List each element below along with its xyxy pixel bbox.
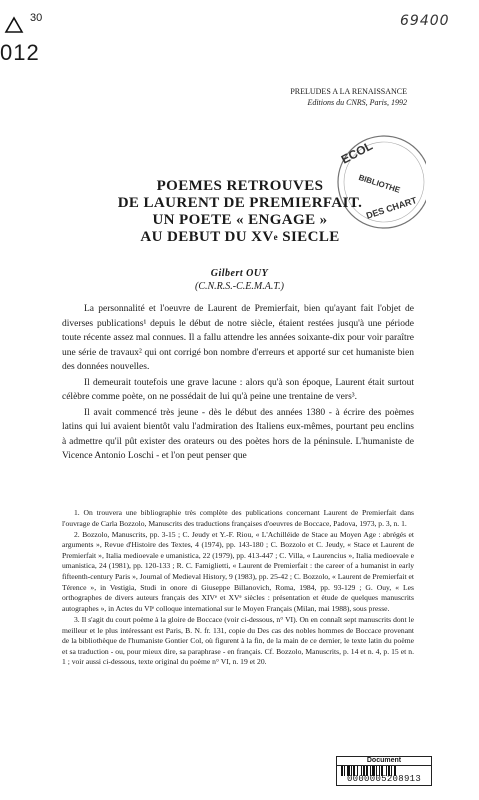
footnote: 1. On trouvera une bibliographie très complète des publications concernant Laurent de Premierfait dans l'ouvrage de Carla Bozzolo, Manuscrits des traductions françaises d'oeuvres de Boccace, Padova, 1973, p. 3, n. 1. xyxy=(62,508,414,528)
series-title: PRELUDES A LA RENAISSANCE xyxy=(290,87,407,96)
footnotes xyxy=(62,508,414,668)
author-block xyxy=(0,267,479,293)
footnote: 2. Bozzolo, Manuscrits, pp. 3-15 ; C. Jeudy et Y.-F. Riou, « L'Achilléide de Stace au Moyen Age : abrégés et arguments », Revue d'Histoire des Textes, 4 (1974), pp. 143-180 ; C. Bozzolo et C. Jeudy, « Stace et Laurent de Premierfait », Italia medioevale e umanistica, 22 (1979), pp. 413-447 ; C. Villa, « Laurencius », Italia medioevale e umanistica, 24 (1981), pp. 120-133 ; R. C. Famiglietti, « Laurent de Premierfait : the career of a humanist in early fifteenth-century Paris », Journal of Medieval History, 9 (1983), pp. 25-42 ; C. Bozzolo, « Laurent de Premierfait et Térence », in Vestigia, Studi in onore di Giuseppe Billanovich, Roma, 1984, pp. 93-129 ; G. Ouy, « Les orthographes de divers auteurs français des XIVᵉ et XVᵉ siècles : présentation et étude de quelques manuscrits autographes », in Actes du VIᵉ colloque international sur le Moyen Français (Milan, mai 1988), sous presse. xyxy=(62,529,414,613)
title-line-4 xyxy=(60,229,420,246)
title-line-3: UN POETE « ENGAGE » xyxy=(152,212,328,228)
title-line-4-text: AU DEBUT DU XV xyxy=(140,229,274,245)
body-paragraph: Il avait commencé très jeune - dès le début des années 1380 - à écrire des poèmes latins qui lui avaient bientôt valu l'admiration des Italiens eux-mêmes, pourtant peu enclins à admettre qu'il pût exister des orateurs ou des poètes hors de la péninsule. L'humaniste de Vicence Antonio Loschi - et l'on peut penser que xyxy=(62,407,414,461)
stamp-line-2: BIBLIOTHE xyxy=(357,172,402,195)
corner-number-top: 30 xyxy=(30,12,43,24)
title-line-4-end: SIECLE xyxy=(278,229,340,245)
footnote-divider xyxy=(62,500,414,501)
publisher-line: Editions du CNRS, Paris, 1992 xyxy=(307,98,407,107)
body-text xyxy=(62,302,414,465)
title-line-4-sup: e xyxy=(273,232,279,242)
title-line-1: POEMES RETROUVES xyxy=(156,178,324,194)
author-affiliation: (C.N.R.S.-C.E.M.A.T.) xyxy=(195,281,284,292)
stamp-line-3: DES CHART xyxy=(364,195,418,221)
title-line-2: DE LAURENT DE PREMIERFAIT. xyxy=(117,195,363,211)
footnote: 3. Il s'agit du court poème à la gloire de Boccace (voir ci-dessous, n° VI). On en connaît sept manuscrits dont le meilleur et le plus intéressant est Paris, B. N. fr. 131, copie du Des cas des nobles hommes de Boccace provenant de la bibliothèque de l'humaniste Gontier Col, où figurent à la fin, de la main de ce dernier, le texte latin du poème et sa traduction - ou, pour mieux dire, sa paraphrase - en français. Cf. Bozzolo, Manuscrits, p. 14 et n. 4, p. 15 et n. 1 ; voir aussi ci-dessous, texte original du poème n° VI, n. 19 et 20. xyxy=(62,614,414,667)
author-name: Gilbert OUY xyxy=(210,268,269,279)
corner-number-main: 012 xyxy=(0,40,40,65)
stamp-line-1: ECOL xyxy=(338,138,375,167)
article-title xyxy=(60,178,420,246)
barcode-label xyxy=(336,756,432,786)
barcode-title: Document xyxy=(337,757,431,766)
publication-header xyxy=(290,86,407,108)
body-paragraph: La personnalité et l'oeuvre de Laurent de Premierfait, bien qu'ayant fait l'objet de diverses publications¹ depuis le début de notre siècle, étaient restées jusqu'à une période toute récente assez mal connues. Il a fallu attendre les années soixante-dix pour voir paraître une série de travaux² qui ont corrigé bon nombre d'erreurs et apporté sur cet humaniste bien des données nouvelles. xyxy=(62,304,414,372)
handwritten-shelf-number: 69400 xyxy=(400,13,450,29)
triangle-mark-icon xyxy=(4,16,24,34)
barcode-number: 0000005208913 xyxy=(346,774,422,784)
body-paragraph: Il demeurait toutefois une grave lacune : alors qu'à son époque, Laurent était surtout célèbre comme poète, on ne possédait de lui qu'à peine une trentaine de vers³. xyxy=(62,377,414,402)
